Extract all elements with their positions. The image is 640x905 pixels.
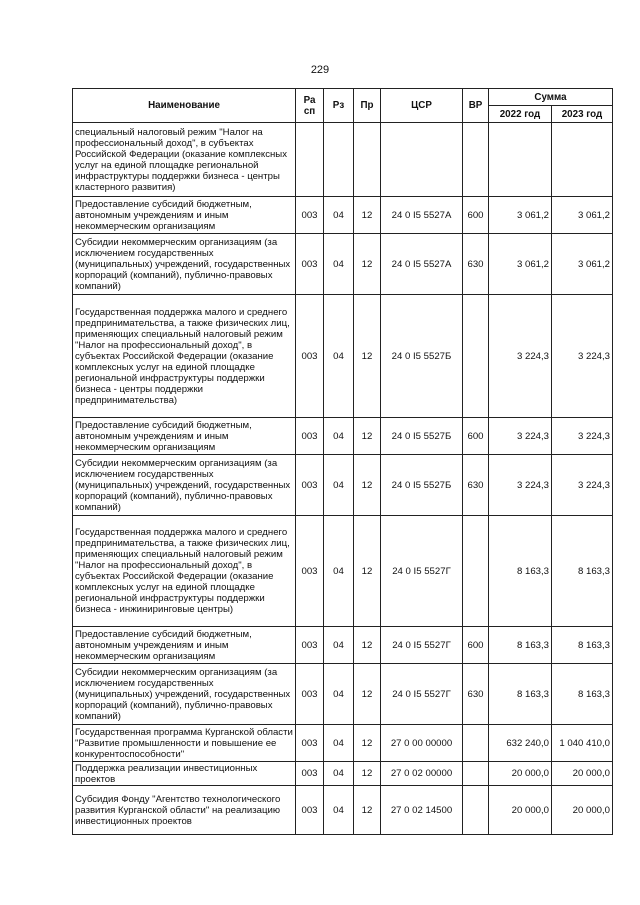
row-pr: 12 bbox=[354, 455, 381, 516]
row-name: Субсидия Фонду "Агентство технологического развития Курганской области" на реализацию инвестиционных проектов bbox=[73, 786, 296, 835]
row-pr: 12 bbox=[354, 516, 381, 627]
row-vr: 600 bbox=[463, 197, 489, 234]
row-name: Предоставление субсидий бюджетным, автономным учреждениям и иным некоммерческим организациям bbox=[73, 418, 296, 455]
row-sum-2023: 1 040 410,0 bbox=[552, 725, 613, 762]
row-name: Государственная программа Курганской области "Развитие промышленности и повышение ее конкурентоспособности" bbox=[73, 725, 296, 762]
table-row bbox=[73, 786, 613, 835]
row-sum-2023: 3 061,2 bbox=[552, 234, 613, 295]
row-pr bbox=[354, 123, 381, 197]
row-csr: 24 0 I5 5527А bbox=[381, 197, 463, 234]
row-rz: 04 bbox=[324, 762, 354, 786]
row-rz: 04 bbox=[324, 197, 354, 234]
table-row bbox=[73, 664, 613, 725]
row-csr: 24 0 I5 5527Г bbox=[381, 516, 463, 627]
header-year-2023: 2023 год bbox=[552, 106, 613, 123]
row-csr: 24 0 I5 5527Б bbox=[381, 418, 463, 455]
row-rasp: 003 bbox=[296, 295, 324, 418]
table-row bbox=[73, 516, 613, 627]
row-sum-2023: 8 163,3 bbox=[552, 516, 613, 627]
row-sum-2022: 20 000,0 bbox=[489, 786, 552, 835]
row-sum-2022: 3 224,3 bbox=[489, 418, 552, 455]
row-name: Поддержка реализации инвестиционных проектов bbox=[73, 762, 296, 786]
row-sum-2022: 20 000,0 bbox=[489, 762, 552, 786]
row-vr bbox=[463, 786, 489, 835]
table-row bbox=[73, 234, 613, 295]
row-sum-2022: 8 163,3 bbox=[489, 627, 552, 664]
row-rz: 04 bbox=[324, 725, 354, 762]
row-pr: 12 bbox=[354, 664, 381, 725]
row-pr: 12 bbox=[354, 627, 381, 664]
row-sum-2022: 8 163,3 bbox=[489, 516, 552, 627]
row-rz: 04 bbox=[324, 516, 354, 627]
row-rasp bbox=[296, 123, 324, 197]
header-sum: Сумма bbox=[489, 89, 613, 106]
row-name: Субсидии некоммерческим организациям (за исключением государственных (муниципальных) учреждений, государственных корпораций (компаний), публично-правовых компаний) bbox=[73, 234, 296, 295]
row-sum-2023: 3 224,3 bbox=[552, 295, 613, 418]
row-pr: 12 bbox=[354, 786, 381, 835]
row-sum-2022 bbox=[489, 123, 552, 197]
table-row bbox=[73, 295, 613, 418]
row-rz: 04 bbox=[324, 234, 354, 295]
row-vr: 630 bbox=[463, 234, 489, 295]
header-csr: ЦСР bbox=[381, 89, 463, 123]
header-rz: Рз bbox=[324, 89, 354, 123]
row-sum-2023: 3 061,2 bbox=[552, 197, 613, 234]
row-pr: 12 bbox=[354, 762, 381, 786]
row-sum-2023: 3 224,3 bbox=[552, 455, 613, 516]
row-pr: 12 bbox=[354, 725, 381, 762]
row-sum-2022: 3 224,3 bbox=[489, 455, 552, 516]
page-number: 229 bbox=[310, 64, 330, 76]
row-rz: 04 bbox=[324, 627, 354, 664]
budget-table bbox=[72, 88, 613, 835]
row-pr: 12 bbox=[354, 197, 381, 234]
row-rasp: 003 bbox=[296, 786, 324, 835]
row-rz: 04 bbox=[324, 455, 354, 516]
row-sum-2023: 3 224,3 bbox=[552, 418, 613, 455]
row-rz: 04 bbox=[324, 786, 354, 835]
header-name: Наименование bbox=[73, 89, 296, 123]
row-sum-2022: 3 061,2 bbox=[489, 197, 552, 234]
row-vr bbox=[463, 725, 489, 762]
row-sum-2022: 3 224,3 bbox=[489, 295, 552, 418]
row-vr bbox=[463, 295, 489, 418]
row-sum-2023: 8 163,3 bbox=[552, 627, 613, 664]
row-vr bbox=[463, 123, 489, 197]
row-name: Субсидии некоммерческим организациям (за исключением государственных (муниципальных) учреждений, государственных корпораций (компаний), публично-правовых компаний) bbox=[73, 455, 296, 516]
row-name: Предоставление субсидий бюджетным, автономным учреждениям и иным некоммерческим организациям bbox=[73, 627, 296, 664]
row-csr: 27 0 02 14500 bbox=[381, 786, 463, 835]
row-csr: 24 0 I5 5527Б bbox=[381, 455, 463, 516]
row-rz: 04 bbox=[324, 295, 354, 418]
row-rasp: 003 bbox=[296, 197, 324, 234]
row-rasp: 003 bbox=[296, 762, 324, 786]
row-sum-2023: 8 163,3 bbox=[552, 664, 613, 725]
row-csr: 24 0 I5 5527А bbox=[381, 234, 463, 295]
table-row bbox=[73, 725, 613, 762]
row-sum-2023 bbox=[552, 123, 613, 197]
row-rasp: 003 bbox=[296, 455, 324, 516]
row-csr: 27 0 00 00000 bbox=[381, 725, 463, 762]
row-vr: 630 bbox=[463, 664, 489, 725]
row-sum-2023: 20 000,0 bbox=[552, 786, 613, 835]
row-sum-2022: 632 240,0 bbox=[489, 725, 552, 762]
row-csr: 27 0 02 00000 bbox=[381, 762, 463, 786]
header-rasp: Ра сп bbox=[296, 89, 324, 123]
table-row bbox=[73, 123, 613, 197]
row-rz: 04 bbox=[324, 418, 354, 455]
header-year-2022: 2022 год bbox=[489, 106, 552, 123]
row-csr: 24 0 I5 5527Г bbox=[381, 664, 463, 725]
row-csr: 24 0 I5 5527Б bbox=[381, 295, 463, 418]
row-rasp: 003 bbox=[296, 664, 324, 725]
row-vr: 600 bbox=[463, 418, 489, 455]
table-row bbox=[73, 762, 613, 786]
row-sum-2022: 3 061,2 bbox=[489, 234, 552, 295]
table-row bbox=[73, 455, 613, 516]
row-rasp: 003 bbox=[296, 725, 324, 762]
row-pr: 12 bbox=[354, 418, 381, 455]
row-rasp: 003 bbox=[296, 516, 324, 627]
row-name: Государственная поддержка малого и среднего предпринимательства, а также физических лиц, применяющих специальный налоговый режим "Налог на профессиональный доход", в субъектах Российской Федерации (оказание комплексных услуг на единой площадке региональной инфраструктуры поддержки бизнеса - инжиниринговые центры) bbox=[73, 516, 296, 627]
table-row bbox=[73, 418, 613, 455]
row-pr: 12 bbox=[354, 295, 381, 418]
row-sum-2023: 20 000,0 bbox=[552, 762, 613, 786]
row-rz bbox=[324, 123, 354, 197]
row-name: Предоставление субсидий бюджетным, автономным учреждениям и иным некоммерческим организациям bbox=[73, 197, 296, 234]
row-rz: 04 bbox=[324, 664, 354, 725]
row-sum-2022: 8 163,3 bbox=[489, 664, 552, 725]
row-rasp: 003 bbox=[296, 418, 324, 455]
row-pr: 12 bbox=[354, 234, 381, 295]
table-row bbox=[73, 197, 613, 234]
table-row bbox=[73, 627, 613, 664]
row-vr bbox=[463, 516, 489, 627]
header-vr: ВР bbox=[463, 89, 489, 123]
row-name: специальный налоговый режим "Налог на профессиональный доход", в субъектах Российской Федерации (оказание комплексных услуг на единой площадке региональной инфраструктуры поддержки бизнеса - центры кластерного развития) bbox=[73, 123, 296, 197]
row-vr: 630 bbox=[463, 455, 489, 516]
header-pr: Пр bbox=[354, 89, 381, 123]
row-vr bbox=[463, 762, 489, 786]
row-name: Государственная поддержка малого и среднего предпринимательства, а также физических лиц, применяющих специальный налоговый режим "Налог на профессиональный доход", в субъектах Российской Федерации (оказание комплексных услуг на единой площадке региональной инфраструктуры поддержки бизнеса - центры поддержки предпринимательства) bbox=[73, 295, 296, 418]
row-rasp: 003 bbox=[296, 234, 324, 295]
row-rasp: 003 bbox=[296, 627, 324, 664]
row-csr bbox=[381, 123, 463, 197]
row-csr: 24 0 I5 5527Г bbox=[381, 627, 463, 664]
row-vr: 600 bbox=[463, 627, 489, 664]
row-name: Субсидии некоммерческим организациям (за исключением государственных (муниципальных) учреждений, государственных корпораций (компаний), публично-правовых компаний) bbox=[73, 664, 296, 725]
